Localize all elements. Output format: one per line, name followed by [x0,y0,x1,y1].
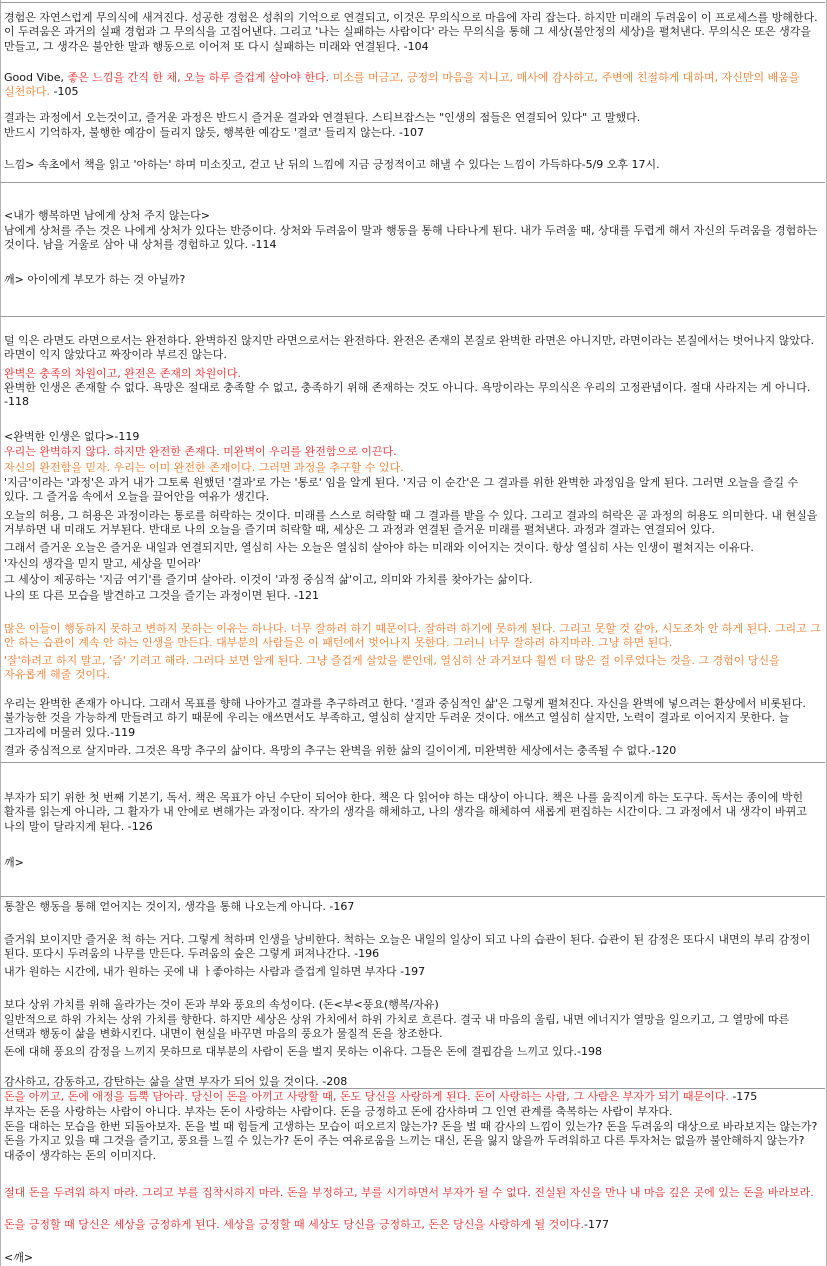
paragraph: 그래서 즐거운 오늘은 즐거운 내일과 연결되지만, 열심히 사는 오늘은 열심히 살아야 하는 미래와 이어지는 것이다. 항상 열심히 사는 인생이 펼쳐지는 이유다. [4,541,754,554]
highlight-red: 돈을 긍정할 때 당신은 세상을 긍정하게 된다. 세상을 긍정할 때 세상도 당신을 긍정하고, 돈은 당신을 사랑하게 될 것이다. [4,1218,584,1231]
paragraph-red: 완벽은 충족의 차원이고, 완전은 존재의 차원이다. [4,367,241,380]
paragraph: <내가 행복하면 남에게 상처 주지 않는다> [4,209,210,222]
paragraph: <완벽한 인생은 없다>-119 [4,430,140,443]
paragraph: 즐거워 보이지만 즐거운 척 하는 거다. 그렇게 척하며 인생을 낭비한다. 척하는 오늘은 내일의 일상이 되고 나의 습관이 된다. 습관이 된 감정은 또다시 내면의 부리 감정이 된다. 또다시 두려움의 나무를 만든다. 두려움의 숲은 그렇게 퍼져나간다. -196 [4,933,811,961]
paragraph: 완벽한 인생은 존재할 수 없다. 욕망은 절대로 충족할 수 없고, 충족하기 위해 존재하는 것도 아니다. 욕망이라는 무의식은 우리의 고정관념이다. 절대 사라지는 게 아니다. -118 [4,381,811,409]
paragraph: 반드시 기억하자, 불행한 예감이 들리지 않듯, 행복한 예감도 '결코' 들리지 않는다. -107 [4,126,424,139]
text-run: -105 [50,85,79,99]
paragraph [4,71,822,100]
paragraph: '지금'이라는 '과정'은 과거 내가 그토록 원했던 '결과'로 가는 '통로' 임을 알게 된다. '지금 이 순간'은 그 결과를 위한 완벽한 과정임을 알게 된다. 그러면 오늘을 즐길 수 있다. 그 즐거움 속에서 오늘을 끌어안을 여유가 생긴다. [4,476,799,504]
paragraph [4,1090,822,1104]
paragraph-red: 절대 돈을 두려워 하지 마라. 그리고 부를 집착시하지 마라. 돈을 부정하고, 부를 시기하면서 부자가 될 수 없다. 진실된 자신을 만나 내 마음 깊은 곳에 있는 돈을 바라보라. [4,1186,814,1199]
paragraph: 감사하고, 감동하고, 감탄하는 삶을 살면 부자가 되어 있을 것이다. -208 [4,1075,348,1088]
note-section-2 [0,182,825,316]
text-run: -175 [728,1090,758,1103]
paragraph-orange: 자신의 완전함을 믿자. 우리는 이미 완전한 존재이다. 그러면 과정을 추구할 수 있다. [4,461,404,474]
text-run: -177 [583,1218,609,1231]
paragraph-orange: 많은 이들이 행동하지 못하고 변하지 못하는 이유는 하나다. 너무 잘하려 하기 때문이다. 잘하려 하기에 못하게 된다. 그리고 못할 것 같아, 시도조차 안 하게 된다. 그리고 그 안 하는 습관이 계속 안 하는 인생을 만든다. 대부분의 사람들은 이 패턴에서 벗어나지 못한다. 그러니 너무 잘하려 하지마라. 그냥 하면 된다. [4,622,821,650]
paragraph: 깨> 아이에게 부모가 하는 것 아닐까? [4,273,186,286]
paragraph: 통찰은 행동을 통해 얻어지는 것이지, 생각을 통해 나오는게 아니다. -167 [4,900,355,913]
highlight-orange: 미소를 머금고, 긍정의 마음을 지니고, 매사에 감사하고, 주변에 친절하게 대하며, 자신만의 배움을 실천하다. [4,71,800,99]
text-run: Good Vibe, [4,71,68,84]
paragraph: 일반적으로 하위 가치는 상위 가치를 향한다. 하지만 세상은 상위 가치에서 하위 가치로 흐른다. 결국 내 마음의 울림, 내면 에너지가 열망을 일으키고, 그 열망에 따른 선택과 행동이 삶을 변화시킨다. 내면이 현실을 바꾸면 마음의 풍요가 물질적 돈을 창조한다. [4,1013,790,1041]
paragraph: 깨> [4,856,24,869]
paragraph: 덜 익은 라면도 라면으로서는 완전하다. 완벽하진 않지만 라면으로서는 완전하다. 완전은 존재의 본질로 완벽한 라면은 아니지만, 라면이라는 본질에서는 벗어나지 않았다. 라면이 익지 않았다고 짜장이라 부르진 않는다. [4,334,815,362]
note-section-3 [0,316,825,762]
paragraph: 경험은 자연스럽게 무의식에 새겨진다. 성공한 경험은 성취의 기억으로 연결되고, 이것은 무의식으로 마음에 자리 잡는다. 하지만 미래의 두려움이 이 프로세스를 방해한다. 이 두려움은 과거의 실패 경험과 그 무의식을 고집어낸다. 그리고 '나는 실패하는 사람이다' 라는 무의식을 통해 그 세상(불안정의 세상)을 펼쳐낸다. 무의식은 또은 생각을 만들고, 그 생각은 불안한 말과 행동으로 이어져 또 다시 실패하는 미래와 연결된다. -104 [4,11,818,53]
paragraph: 부자가 되기 위한 첫 번째 기본기, 독서. 책은 목표가 아닌 수단이 되어야 한다. 책은 다 읽어야 하는 대상이 아니다. 책은 나를 움직이게 하는 도구다. 독서는 종이에 박힌 활자를 읽는게 아니라, 그 활자가 내 안에로 변해가는 과정이다. 작가의 생각을 해체하고, 나의 생각을 해체하여 새롭게 편집하는 시간이다. 그 과정에서 내 생각이 바뀌고 나의 말이 달라지게 된다. -126 [4,791,807,833]
paragraph [4,1218,822,1232]
paragraph: 남에게 상처를 주는 것은 나에게 상처가 있다는 반증이다. 상처와 두려움이 말과 행동을 통해 나타나게 된다. 내가 두려울 때, 상대를 두렵게 해서 자신의 두려움을 경험하는 것이다. 남을 거울로 삼아 내 상처를 경험하고 있다. -114 [4,224,818,252]
paragraph: 느낌> 속초에서 책을 읽고 '아하는' 하며 미소짓고, 걷고 난 뒤의 느낌에 지금 긍정적이고 해낼 수 있다는 느낌이 가득하다-5/9 오후 17시. [4,158,660,171]
paragraph: 돈을 대하는 모습을 한번 되돌아보자. 돈을 벌 때 힘들게 고생하는 모습이 떠오르지 않는가? 돈을 벌 때 감사의 느낌이 있는가? 돈을 두려움의 대상으로 바라보지는 않는가? 돈을 가지고 있을 때 그것을 즐기고, 풍요를 느낄 수 있는가? 돈이 주는 여유로움을 느끼는 대신, 돈을 잃지 않을까 두려워하고 다른 투자처는 없을까 불안해하지 않는가? 대중이 생각하는 돈의 이미지다. [4,1120,818,1162]
paragraph: 나의 또 다른 모습을 발견하고 그것을 즐기는 과정이면 된다. -121 [4,589,319,602]
note-section-5 [0,896,825,1088]
paragraph: 우리는 완벽한 존재가 아니다. 그래서 목표를 향해 나아가고 결과를 추구하려고 한다. '결과 중심적인 삶'은 그렇게 펼쳐진다. 자신을 완벽에 넣으려는 환상에서 비롯된다. 불가능한 것을 가능하게 만들려고 하기 때문에 우리는 애쓰면서도 부족하고, 열심히 살지만 두려운 것이다. 애쓰고 열심히 살지만, 노력이 결과로 이어지지 못한다. 늘 그자리에 머물러 있다.-119 [4,697,806,739]
paragraph: <깨> [4,1251,34,1264]
note-section-4 [0,762,825,896]
paragraph: 오늘의 허용, 그 허용은 과정이라는 통로를 허락하는 것이다. 미래를 스스로 허락할 때 그 결과를 받을 수 있다. 그리고 결과의 허락은 곧 과정의 허용도 의미한다. 내 현실을 거부하면 내 미래도 거부된다. 반대로 나의 오늘을 즐기며 허락할 때, 세상은 그 과정과 연결된 즐거운 미래를 펼쳐낸다. 과정과 결과는 연결되어 있다. [4,509,818,537]
note-section-6 [0,1088,825,1266]
highlight-red: 좋은 느낌을 간직 한 채, 오늘 하루 즐겁게 살아야 한다. [67,71,333,84]
paragraph: 결과는 과정에서 오는것이고, 즐거운 과정은 반드시 즐거운 결과와 연결된다. 스티브잡스는 "인생의 점들은 연결되어 있다" 고 말했다. [4,111,641,124]
paragraph: 돈에 대해 풍요의 감정을 느끼지 못하므로 대부분의 사람이 돈을 벌지 못하는 이유다. 그들은 돈에 결핍감을 느끼고 있다.-198 [4,1045,602,1058]
paragraph: 그 세상이 제공하는 '지금 여기'를 즐기며 살아라. 이것이 '과정 중심적 삶'이고, 의미와 가치를 찾아가는 삶이다. [4,573,533,586]
paragraph-orange: '잘'하려고 하지 말고, '즘' 기려고 해라. 그러다 보면 알게 된다. 그냥 즐겁게 살았을 뿐인데, 열심히 산 과거보다 훨씬 더 많은 걸 이루었다는 것을. 그 경험이 당신을 자유롭게 해줄 것이다. [4,654,780,682]
paragraph: 부자는 돈을 사랑하는 사람이 아니다. 부자는 돈이 사랑하는 사람이다. 돈을 긍정하고 돈에 감사하며 그 인연 관계를 축복하는 사람이 부자다. [4,1105,673,1118]
highlight-red: 돈을 아끼고, 돈에 애정을 듬뿍 담아라. 당신이 돈을 아끼고 사랑할 때, 돈도 당신을 사랑하게 된다. 돈이 사랑하는 사람, 그 사람은 부자가 되기 때문이다. [4,1090,729,1103]
paragraph-red: 우리는 완벽하지 않다. 하지만 완전한 존재다. 미완벽이 우리를 완전함으로 이끈다. [4,445,397,458]
paragraph: '자신의 생각을 믿지 말고, 세상을 믿어라' [4,557,202,570]
paragraph: 결과 중심적으로 살지마라. 그것은 욕망 추구의 삶이다. 욕망의 추구는 완벽을 위한 삶의 길이이게, 미완벽한 세상에서는 충족될 수 없다.-120 [4,744,677,757]
note-section-1 [0,2,825,182]
paragraph: 내가 원하는 시간에, 내가 원하는 곳에 내 ㅏ좋아하는 사람과 즐겁게 일하면 부자다 -197 [4,965,426,978]
paragraph: 보다 상위 가치를 위해 올라가는 것이 돈과 부와 풍요의 속성이다. (돈<부<풍요(행복/자유) [4,998,439,1011]
